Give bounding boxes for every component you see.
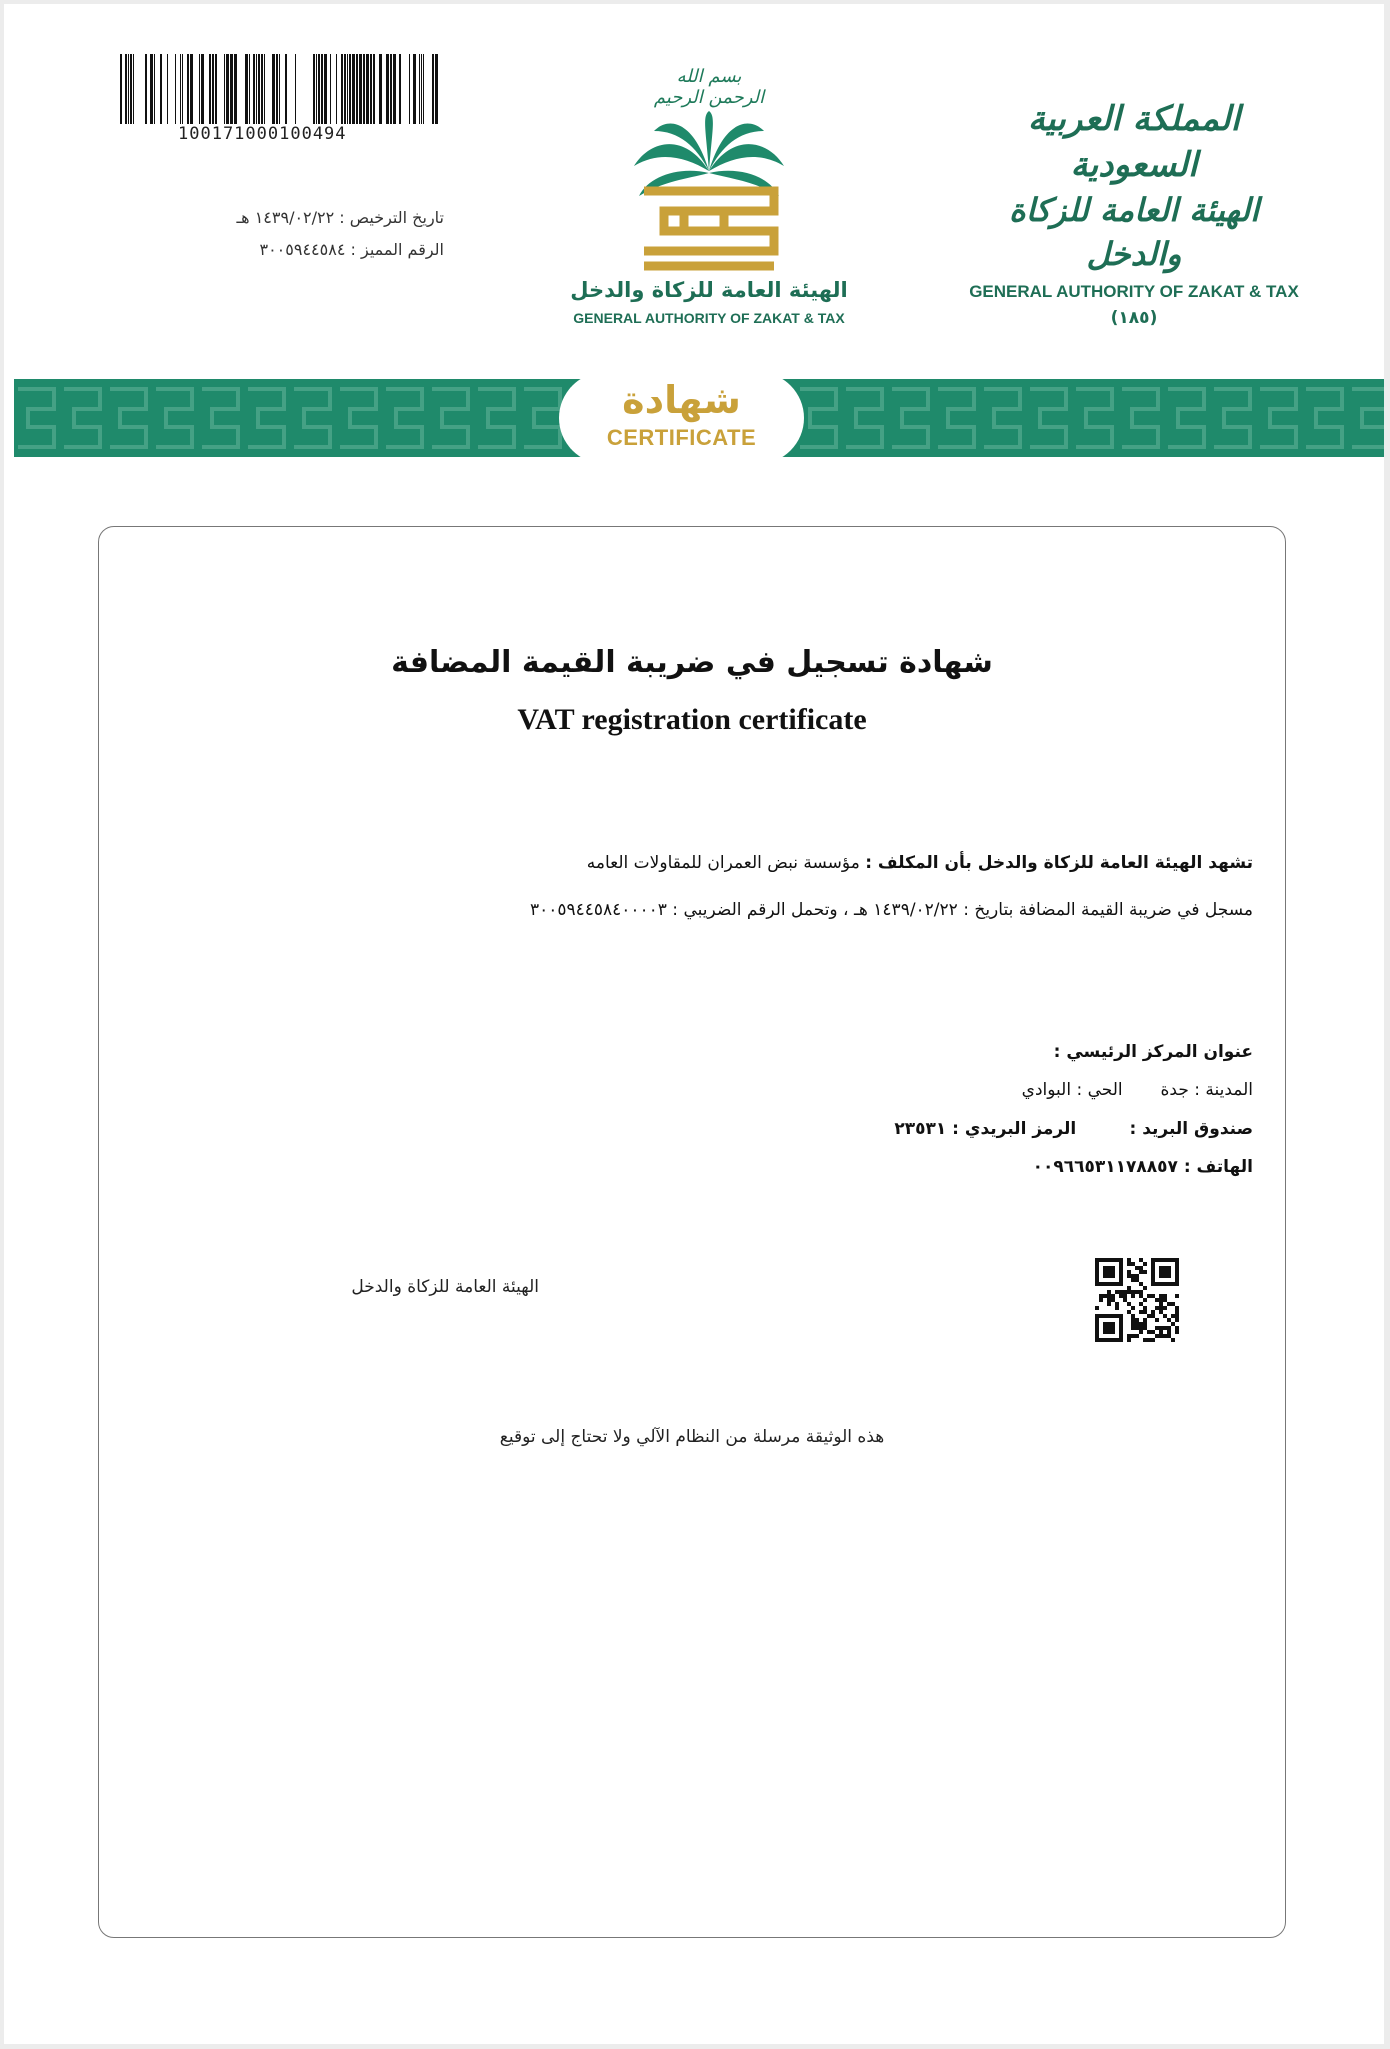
phone-label: الهاتف : [1183,1157,1253,1177]
distinct-number: الرقم المميز : ٣٠٠٥٩٤٤٥٨٤ [259,240,444,259]
postal-label: الرمز البريدي : [952,1119,1077,1139]
kingdom-name: المملكة العربية السعودية [1027,99,1241,185]
center-logo [549,66,869,336]
palm-logo-icon [624,111,794,276]
phone-value: ٠٠٩٦٦٥٣١١٧٨٨٥٧ [1032,1157,1178,1177]
qr-code-icon [1095,1258,1179,1342]
postal-line [894,1119,1253,1139]
issuer-name: الهيئة العامة للزكاة والدخل [351,1277,539,1297]
title-english: VAT registration certificate [517,703,867,736]
pobox-label: صندوق البريد : [1129,1119,1253,1139]
authority-name-arabic: الهيئة العامة للزكاة والدخل [1008,191,1259,273]
badge-english: CERTIFICATE [606,425,757,450]
authority-emblem [959,96,1309,328]
footer-note: هذه الوثيقة مرسلة من النظام الآلي ولا تحتاج إلى توقيع [499,1427,885,1447]
certificate-body [98,526,1286,1938]
license-meta [184,202,444,266]
certify-line [587,853,1253,873]
district: الحي : البوادي [1021,1080,1123,1100]
badge-arabic: شهادة [622,378,741,422]
center-logo-arabic: الهيئة العامة للزكاة والدخل [570,278,848,302]
basmala: بسم الله الرحمن الرحيم [653,66,765,108]
license-date: تاريخ الترخيص : ١٤٣٩/٠٢/٢٢ هـ [236,208,444,227]
title-arabic: شهادة تسجيل في ضريبة القيمة المضافة [391,645,993,680]
reference-number: (١٨٥) [1110,308,1158,328]
phone-line [1033,1157,1253,1177]
barcode-number: 100171000100494 [178,124,347,144]
authority-name-english: GENERAL AUTHORITY OF ZAKAT & TAX [969,282,1299,301]
barcode [118,54,438,149]
city-district-line [1022,1080,1253,1100]
center-logo-english: GENERAL AUTHORITY OF ZAKAT & TAX [573,310,845,326]
postal-value: ٢٣٥٣١ [894,1119,947,1139]
registered-line: مسجل في ضريبة القيمة المضافة بتاريخ : ١٤٣٩/٠٢/٢٢ هـ ، وتحمل الرقم الضريبي : ٣٠٠٥٩٤٤٥٨٤٠٠٠٠٣ [529,900,1253,920]
certificate-badge [559,372,804,464]
address-label: عنوان المركز الرئيسي : [1053,1042,1253,1062]
city: المدينة : جدة [1160,1080,1253,1100]
company-name: مؤسسة نبض العمران للمقاولات العامه [586,853,860,873]
certificate-page [4,4,1384,2044]
certify-label: تشهد الهيئة العامة للزكاة والدخل بأن المكلف : [865,853,1253,873]
